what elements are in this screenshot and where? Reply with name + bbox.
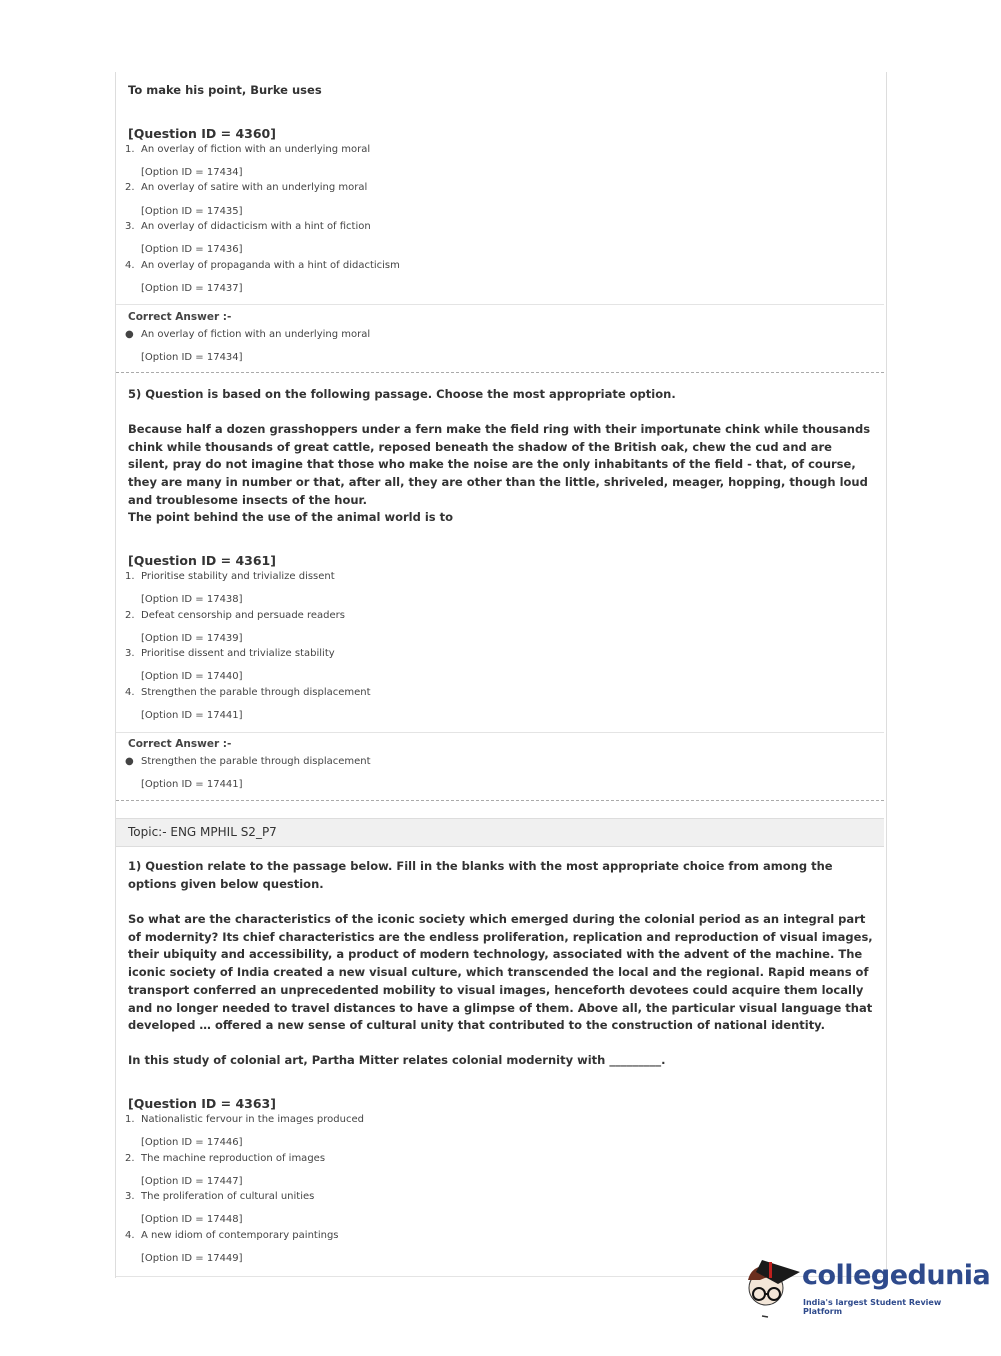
option-id: [Option ID = 17441] [141, 710, 243, 721]
option-number: 2. [125, 182, 135, 193]
divider [116, 304, 884, 305]
option-text: Prioritise stability and trivialize dissent [141, 571, 335, 582]
question-heading: 1) Question relate to the passage below. Fill in the blanks with the most appropriate choice from among the options given below question. [128, 859, 833, 891]
correct-option-id: [Option ID = 17441] [141, 779, 243, 790]
option-text: Nationalistic fervour in the images produced [141, 1114, 364, 1125]
option [125, 221, 371, 232]
option [125, 144, 370, 155]
option-id: [Option ID = 17435] [141, 206, 243, 217]
bullet-icon: ● [125, 756, 134, 767]
topic-bar [116, 818, 884, 847]
option [125, 687, 371, 698]
divider [116, 732, 884, 733]
option-id: [Option ID = 17437] [141, 283, 243, 294]
option-id: [Option ID = 17447] [141, 1176, 243, 1187]
option-number: 2. [125, 1153, 135, 1164]
option-text: The proliferation of cultural unities [141, 1191, 315, 1202]
correct-answer-label: Correct Answer :- [128, 311, 232, 323]
option-text: A new idiom of contemporary paintings [141, 1230, 339, 1241]
option-id: [Option ID = 17448] [141, 1214, 243, 1225]
correct-answer [125, 756, 371, 767]
option-number: 1. [125, 144, 135, 155]
option-id: [Option ID = 17434] [141, 167, 243, 178]
option-id: [Option ID = 17446] [141, 1137, 243, 1148]
option-text: An overlay of fiction with an underlying moral [141, 144, 371, 155]
passage: So what are the characteristics of the iconic society which emerged during the colonial period as an integral part of modernity? Its chief characteristics are the endless proliferation, replication and reproduction of visual images, their ubiquity and accessibility, a product of modern technology, associated with the advent of the machine. The iconic society of India created a new visual culture, which transcended the local and the regional. Rapid means of transport conferred an unprecedented mobility to visual images, henceforth devotees could acquire them locally and no longer needed to travel distances to have a glimpse of them. Above all, the particular visual language that developed … offered a new sense of cultural unity that contributed to the construction of national identity. [128, 912, 873, 1033]
option-number: 3. [125, 1191, 135, 1202]
option-number: 4. [125, 687, 135, 698]
correct-answer-text: An overlay of fiction with an underlying moral [141, 329, 371, 340]
logo-tagline: India's largest Student Review Platform [803, 1298, 942, 1316]
option-id: [Option ID = 17436] [141, 244, 243, 255]
option-id: [Option ID = 17440] [141, 671, 243, 682]
correct-answer [125, 329, 370, 340]
option [125, 648, 335, 659]
option-id: [Option ID = 17449] [141, 1253, 243, 1264]
option-number: 3. [125, 648, 135, 659]
correct-option-id: [Option ID = 17434] [141, 352, 243, 363]
logo-brand: collegedunia [802, 1260, 991, 1291]
question-stem: To make his point, Burke uses [128, 83, 322, 97]
divider [116, 800, 884, 801]
option-id: [Option ID = 17439] [141, 633, 243, 644]
option-number: 2. [125, 610, 135, 621]
option [125, 182, 367, 193]
option [125, 1191, 314, 1202]
option-text: Strengthen the parable through displacement [141, 687, 371, 698]
bullet-icon: ● [125, 329, 134, 340]
option [125, 260, 400, 271]
option-text: An overlay of satire with an underlying moral [141, 182, 368, 193]
option-number: 1. [125, 571, 135, 582]
option [125, 1230, 339, 1241]
option-text: Prioritise dissent and trivialize stability [141, 648, 335, 659]
divider [116, 372, 884, 373]
question-heading: 5) Question is based on the following passage. Choose the most appropriate option. [128, 387, 676, 401]
option-number: 1. [125, 1114, 135, 1125]
topic-label: Topic:- ENG MPHIL S2_P7 [128, 825, 277, 839]
option [125, 1114, 364, 1125]
collegedunia-logo [742, 1250, 991, 1320]
question-stem: In this study of colonial art, Partha Mitter relates colonial modernity with _________. [128, 1053, 666, 1067]
question-stem: The point behind the use of the animal world is to [128, 510, 454, 524]
mascot-icon [742, 1250, 802, 1320]
option-number: 4. [125, 1230, 135, 1241]
option-number: 4. [125, 260, 135, 271]
option-text: The machine reproduction of images [141, 1153, 326, 1164]
correct-answer-label: Correct Answer :- [128, 738, 232, 750]
option [125, 571, 335, 582]
passage: Because half a dozen grasshoppers under a fern make the field ring with their importunate chink while thousands chink while thousands of great cattle, reposed beneath the shadow of the British oak, chew the cud and are silent, pray do not imagine that those who make the noise are the only inhabitants of the field - that, of course, they are many in number or that, after all, they are other than the little, shriveled, meager, hopping, though loud and troublesome insects of the hour. [128, 422, 871, 507]
question-id: [Question ID = 4361] [128, 553, 276, 568]
correct-answer-text: Strengthen the parable through displacement [141, 756, 371, 767]
option [125, 1153, 325, 1164]
option-id: [Option ID = 17438] [141, 594, 243, 605]
question-id: [Question ID = 4360] [128, 126, 276, 141]
option-text: Defeat censorship and persuade readers [141, 610, 345, 621]
option [125, 610, 345, 621]
option-text: An overlay of propaganda with a hint of didacticism [141, 260, 400, 271]
question-id: [Question ID = 4363] [128, 1096, 276, 1111]
option-number: 3. [125, 221, 135, 232]
option-text: An overlay of didacticism with a hint of fiction [141, 221, 371, 232]
